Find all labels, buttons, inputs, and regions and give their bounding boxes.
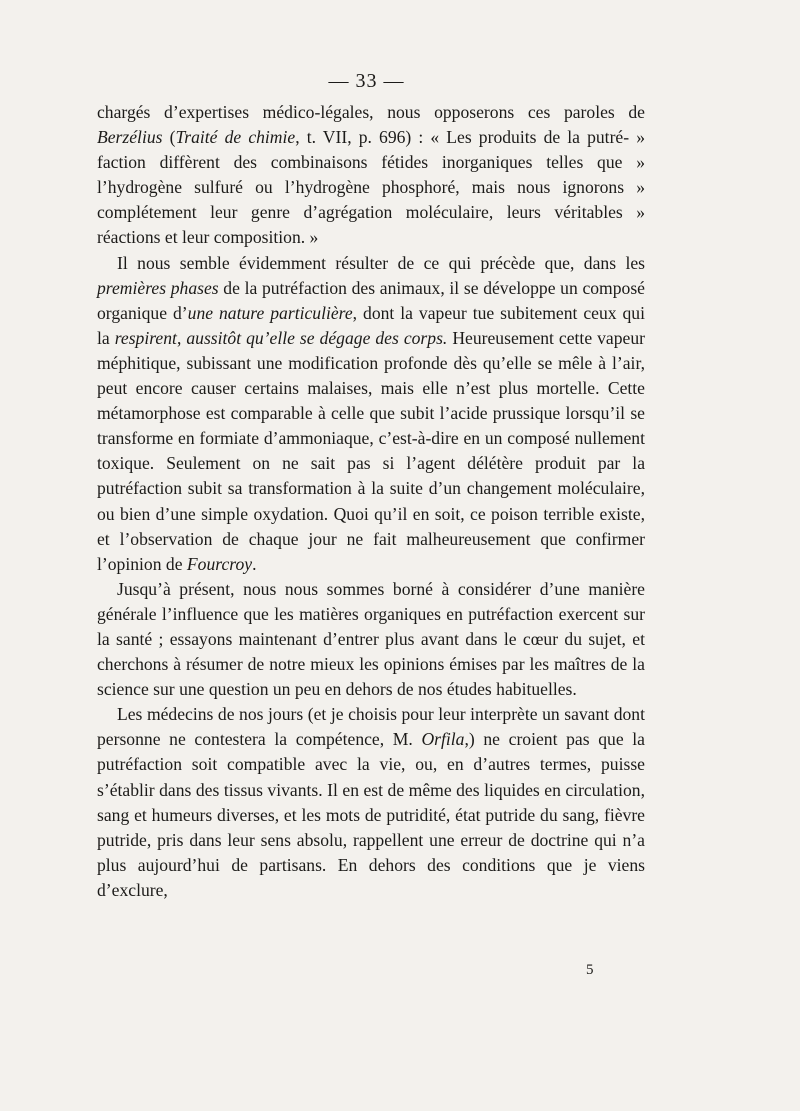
italic-run: Orfila xyxy=(421,729,465,750)
paragraph-1 xyxy=(97,100,645,251)
paragraph-2 xyxy=(97,251,645,577)
text-run: Heureusement cette vapeur méphitique, subissant une modification profonde dès qu’elle se mêle à l’air, peut encore causer certains malaises, mais elle n’est plus mortelle. Cette métamorphose est comparable à celle que subit l’acide prussique lorsqu’il se transforme en formiate d’ammoniaque, c’est-à-dire en un composé nullement toxique. Seulement on ne sait pas si l’agent délétère produit par la putréfaction subit sa transformation à la suite d’un changement moléculaire, ou bien d’une simple oxydation. Quoi qu’il en soit, ce poison terrible existe, et l’observation de chaque jour ne fait malheureusement que confirmer l’opinion de xyxy=(97,327,645,574)
text-run: ( xyxy=(162,127,176,148)
text-run: , t. VII, p. 696) : « Les produits de la putré- » faction diffèrent des combinaisons fétides inorganiques telles que » l’hydrogène sulfuré ou l’hydrogène phosphoré, mais nous ignorons » complétement leur genre d’agrégation moléculaire, leurs véritables » réactions et leur composition. » xyxy=(97,127,645,248)
text-run: ,) ne croient pas que la putréfaction soit compatible avec la vie, ou, en d’autres termes, puisse s’établir dans des tissus vivants. Il en est de même des liquides en circulation, sang et humeurs diverses, et les mots de putridité, état putride du sang, fièvre putride, pris dans leur sens absolu, rappellent une erreur de doctrine qui n’a plus aujourd’hui de partisans. En dehors des conditions que je viens d’exclure, xyxy=(97,729,645,900)
page-number: — 33 — xyxy=(328,70,405,92)
text-run: , xyxy=(176,327,187,348)
text-run: de la putréfaction des animaux, il se développe un composé organique d’ xyxy=(97,277,645,323)
italic-run: Traité de chimie xyxy=(175,127,296,148)
italic-run: Fourcroy xyxy=(186,553,253,574)
text-run: Jusqu’à présent, nous nous sommes borné à considérer d’une manière générale l’influence que les matières organiques en putréfaction exercent sur la santé ; essayons maintenant d’entrer plus avant dans le cœur du sujet, et cherchons à résumer de notre mieux les opinions émises par les maîtres de la science sur une question un peu en dehors de nos études habituelles. xyxy=(97,578,645,700)
italic-run: respirent xyxy=(114,327,177,348)
text-run: Il nous semble évidemment résulter de ce qui précède que, dans les xyxy=(117,252,645,273)
body-text xyxy=(97,100,645,903)
text-run: . xyxy=(252,553,257,574)
italic-run: Berzélius xyxy=(97,127,163,148)
text-run: Les médecins de nos jours (et je choisis pour leur interprète un savant dont personne ne contestera la compétence, M. xyxy=(97,704,645,750)
signature-mark: 5 xyxy=(586,962,594,978)
text-run: chargés d’expertises médico-légales, nous opposerons ces paroles de xyxy=(97,102,645,122)
paragraph-4 xyxy=(97,702,645,903)
italic-run: premières phases xyxy=(97,277,219,298)
text-run: , dont la vapeur tue subitement ceux qui la xyxy=(97,302,645,348)
italic-run: une nature particulière xyxy=(187,302,353,323)
paragraph-3 xyxy=(97,577,645,702)
italic-run: aussitôt qu’elle se dégage des corps. xyxy=(186,327,448,348)
